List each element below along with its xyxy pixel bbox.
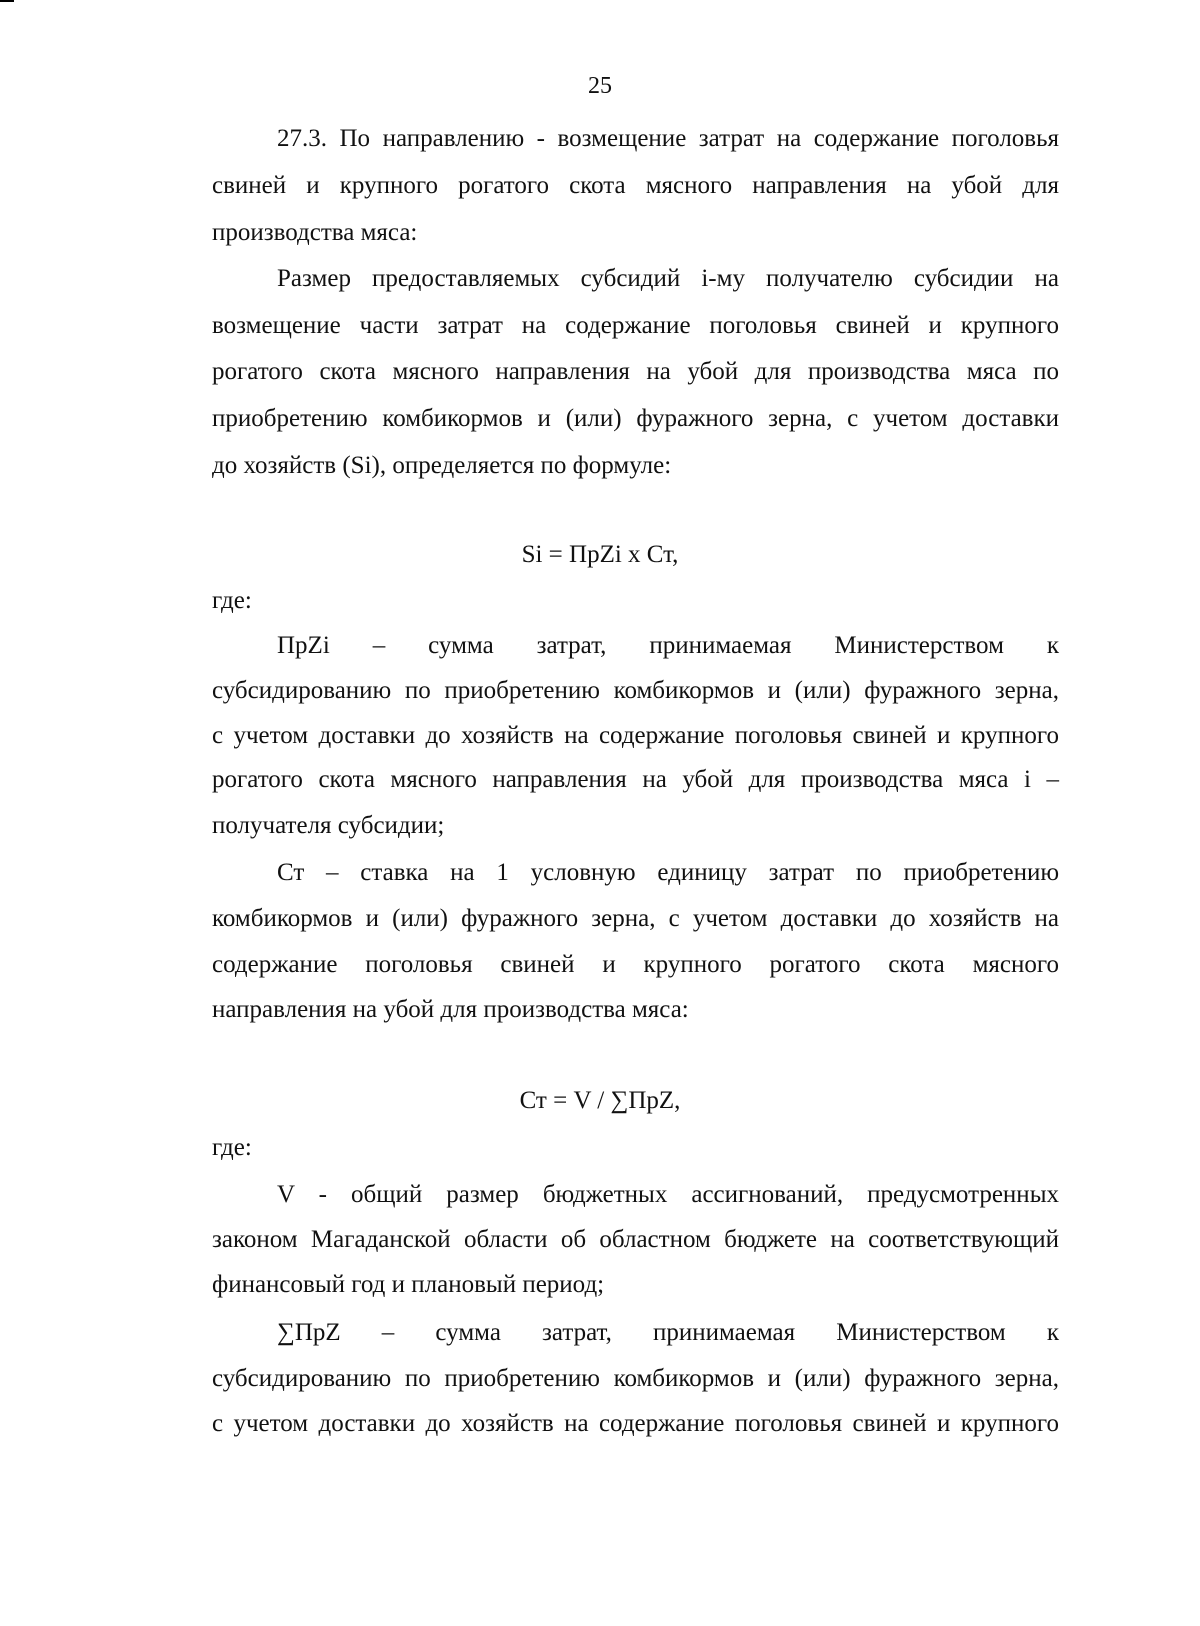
- subsidy-paragraph-line-3: рогатого скота мясного направления на убой для производства мяса по: [212, 358, 1059, 385]
- subsidy-paragraph-line-1: Размер предоставляемых субсидий i-му получателю субсидии на: [277, 265, 1059, 292]
- formula-si: Si = ПрZi х Ст,: [521, 541, 679, 568]
- sum-przi-definition-line-1: ∑ПрZ – сумма затрат, принимаемая Министерством к: [277, 1319, 1059, 1346]
- przi-definition-line-4: рогатого скота мясного направления на убой для производства мяса i –: [212, 766, 1059, 793]
- sum-przi-definition-line-2: субсидированию по приобретению комбикормов и (или) фуражного зерна,: [212, 1365, 1059, 1392]
- paragraph-27-3-line-2: свиней и крупного рогатого скота мясного направления на убой для: [212, 172, 1059, 199]
- przi-definition-line-5: получателя субсидии;: [212, 812, 445, 839]
- where-label-2: где:: [212, 1134, 252, 1161]
- paragraph-27-3-line-1: 27.3. По направлению - возмещение затрат на содержание поголовья: [277, 125, 1059, 152]
- sum-przi-definition-line-3: с учетом доставки до хозяйств на содержание поголовья свиней и крупного: [212, 1410, 1059, 1437]
- formula-st: Ст = V / ∑ПрZ,: [519, 1087, 681, 1114]
- subsidy-paragraph-line-5: до хозяйств (Si), определяется по формуле:: [212, 452, 672, 479]
- st-definition-line-3: содержание поголовья свиней и крупного рогатого скота мясного: [212, 951, 1059, 978]
- st-definition-line-1: Ст – ставка на 1 условную единицу затрат по приобретению: [277, 859, 1059, 886]
- v-definition-line-3: финансовый год и плановый период;: [212, 1271, 605, 1298]
- przi-definition-line-2: субсидированию по приобретению комбикормов и (или) фуражного зерна,: [212, 677, 1059, 704]
- paragraph-27-3-line-3: производства мяса:: [212, 219, 418, 246]
- where-label-1: где:: [212, 587, 252, 614]
- scan-corner-mark: [0, 0, 14, 2]
- subsidy-paragraph-line-2: возмещение части затрат на содержание поголовья свиней и крупного: [212, 312, 1059, 339]
- przi-definition-line-3: с учетом доставки до хозяйств на содержание поголовья свиней и крупного: [212, 722, 1059, 749]
- page-number: 25: [588, 73, 612, 99]
- v-definition-line-1: V - общий размер бюджетных ассигнований, предусмотренных: [277, 1181, 1059, 1208]
- subsidy-paragraph-line-4: приобретению комбикормов и (или) фуражного зерна, с учетом доставки: [212, 405, 1059, 432]
- przi-definition-line-1: ПрZi – сумма затрат, принимаемая Министерством к: [277, 632, 1059, 659]
- st-definition-line-4: направления на убой для производства мяса:: [212, 996, 689, 1023]
- st-definition-line-2: комбикормов и (или) фуражного зерна, с учетом доставки до хозяйств на: [212, 905, 1059, 932]
- v-definition-line-2: законом Магаданской области об областном бюджете на соответствующий: [212, 1226, 1059, 1253]
